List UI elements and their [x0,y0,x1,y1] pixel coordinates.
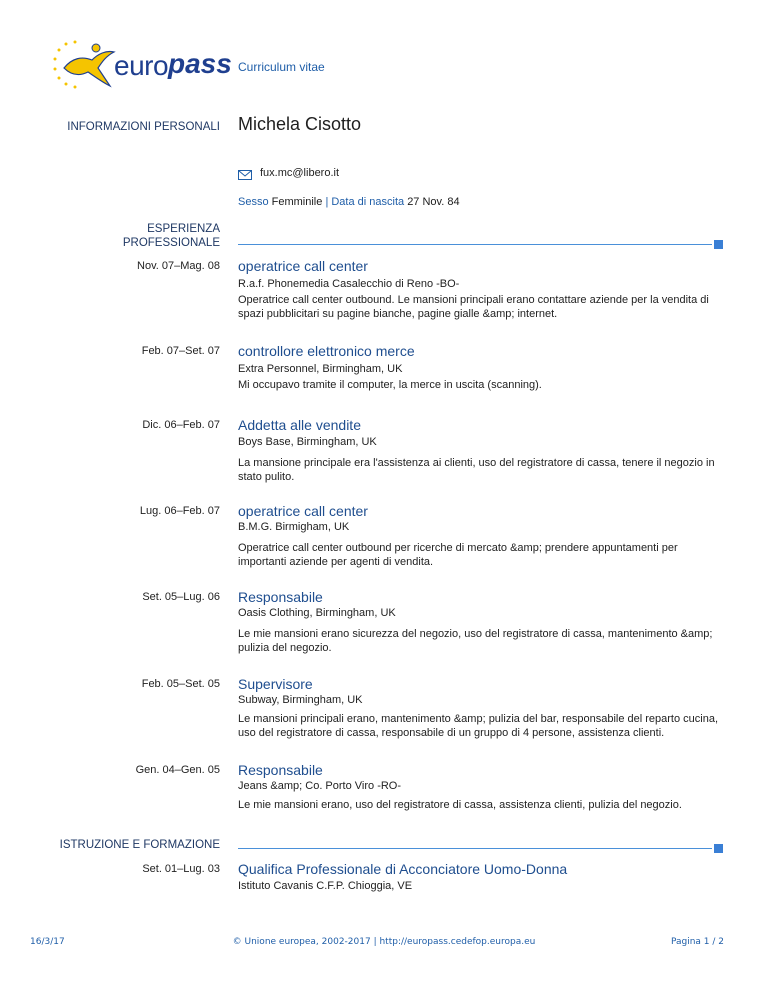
experience-title: Addetta alle vendite [238,417,361,433]
section-marker-experience [714,240,723,249]
experience-title: controllore elettronico merce [238,343,415,359]
logo-text-euro: euro [114,50,169,81]
experience-description: Mi occupavo tramite il computer, la merce in uscita (scanning). [238,379,542,391]
section-divider-education [238,848,712,849]
experience-dates: Set. 05–Lug. 06 [142,591,220,603]
experience-dates: Feb. 07–Set. 07 [141,345,220,357]
email-link[interactable]: fux.mc@libero.it [260,167,340,179]
section-label-personal: INFORMAZIONI PERSONALI [67,121,220,133]
section-label-education: ISTRUZIONE E FORMAZIONE [59,839,220,851]
document-title: Curriculum vitae [238,60,325,74]
education-title: Qualifica Professionale di Acconciatore Uomo-Donna [238,861,568,877]
experience-title: Supervisore [238,676,313,692]
experience-dates: Lug. 06–Feb. 07 [139,505,220,517]
experience-title: Responsabile [238,762,323,778]
sex-value: Femminile [271,196,323,208]
experience-title: operatrice call center [238,258,368,274]
experience-employer: Oasis Clothing, Birmingham, UK [238,607,396,619]
experience-employer: Extra Personnel, Birmingham, UK [238,363,403,375]
section-label-experience-line2: PROFESSIONALE [122,237,220,249]
email-icon [238,170,252,180]
experience-description: Le mie mansioni erano sicurezza del negozio, uso del registratore di cassa, mantenimento &amp; pulizia del negozio. [238,628,713,654]
experience-employer: Jeans &amp; Co. Porto Viro -RO- [238,780,402,792]
experience-description: La mansione principale era l'assistenza ai clienti, uso del registratore di cassa, tenere il negozio in stato pulito. [238,457,715,483]
education-dates: Set. 01–Lug. 03 [142,863,220,875]
experience-dates: Gen. 04–Gen. 05 [135,764,220,776]
experience-dates: Dic. 06–Feb. 07 [142,419,220,431]
dob-label: Data di nascita [331,196,405,208]
section-label-experience-line1: ESPERIENZA [147,223,220,235]
section-label-experience [123,222,220,250]
experience-title: operatrice call center [238,503,368,519]
logo-text-pass: pass [168,48,232,79]
experience-dates: Nov. 07–Mag. 08 [137,260,220,272]
dob-value: 27 Nov. 84 [407,196,460,208]
footer-copyright[interactable]: © Unione europea, 2002-2017 | http://europass.cedefop.europa.eu [232,937,536,947]
europass-logo-icon [52,38,118,90]
experience-title: Responsabile [238,589,323,605]
sex-label: Sesso [238,196,269,208]
separator: | [325,196,329,208]
experience-employer: R.a.f. Phonemedia Casalecchio di Reno -BO- [238,278,460,290]
personal-details [238,196,460,208]
section-marker-education [714,844,723,853]
experience-description: Le mie mansioni erano, uso del registratore di cassa, assistenza clienti, pulizia del negozio. [238,799,682,811]
candidate-name: Michela Cisotto [238,114,362,134]
section-divider-experience [238,244,712,245]
experience-employer: Subway, Birmingham, UK [238,694,363,706]
experience-employer: B.M.G. Birmigham, UK [238,521,350,533]
experience-description: Operatrice call center outbound. Le mansioni principali erano contattare aziende per la vendita di spazi pubblicitari su pagine bianche, pagine gialle &amp; internet. [238,294,709,320]
europass-logo [52,38,232,90]
footer-date: 16/3/17 [30,937,65,947]
experience-description: Le mansioni principali erano, mantenimento &amp; pulizia del bar, responsabile del reparto cucina, uso del registratore di cassa, responsabile di un gruppo di 4 persone, assistenza clienti. [238,713,718,739]
experience-dates: Feb. 05–Set. 05 [141,678,220,690]
footer-page-number: Pagina 1 / 2 [670,937,724,947]
education-institution: Istituto Cavanis C.F.P. Chioggia, VE [238,880,413,892]
experience-description: Operatrice call center outbound per ricerche di mercato &amp; prendere appuntamenti per importanti aziende per agenti di vendita. [238,542,678,568]
experience-employer: Boys Base, Birmingham, UK [238,436,377,448]
